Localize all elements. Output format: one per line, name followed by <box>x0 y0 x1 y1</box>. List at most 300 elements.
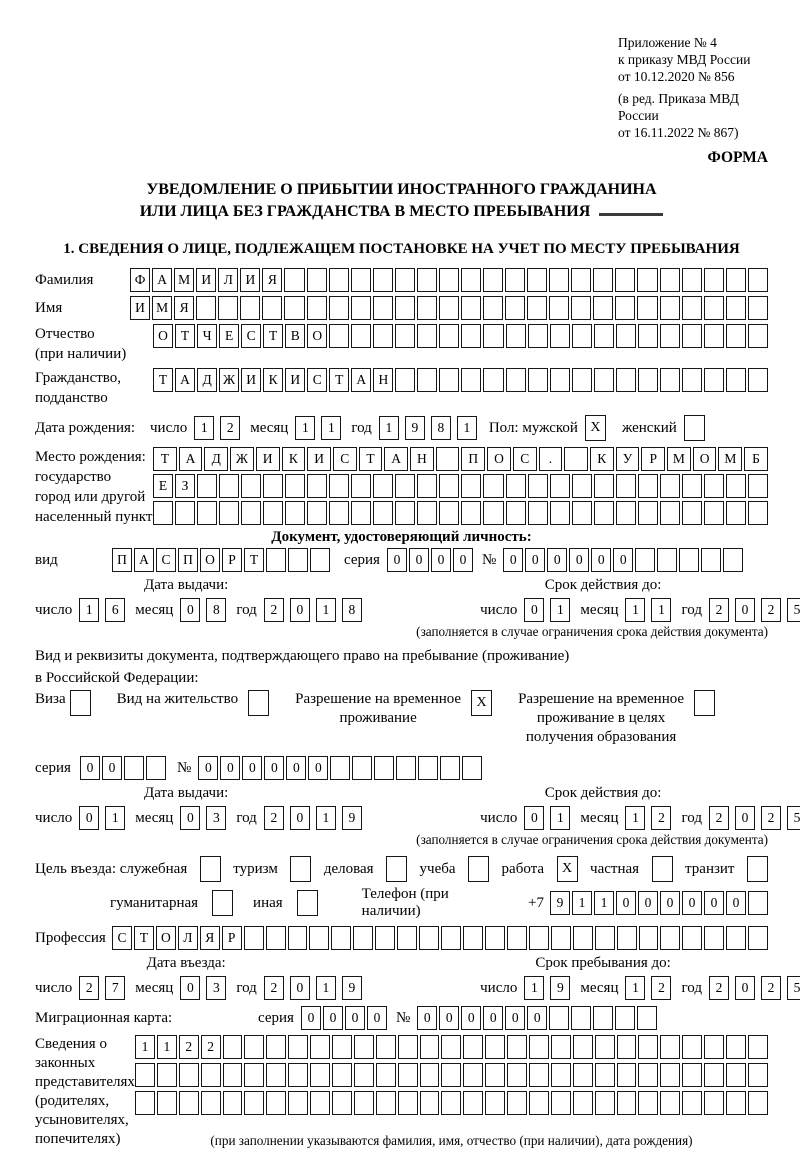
char-cell <box>506 474 526 498</box>
private-label: частная <box>590 860 640 877</box>
day-label: число <box>480 809 518 826</box>
char-cell <box>396 756 416 780</box>
char-cell: 6 <box>105 598 125 622</box>
char-cell: 0 <box>286 756 306 780</box>
char-cell <box>748 324 768 348</box>
char-cell: С <box>241 324 261 348</box>
char-cell <box>461 368 481 392</box>
name-row <box>35 296 768 320</box>
month-label: месяц <box>135 979 174 996</box>
char-cell <box>507 1063 527 1087</box>
doc-type-row <box>35 548 768 572</box>
entry-day <box>79 976 125 1000</box>
char-cell <box>395 296 415 320</box>
permit-valid-day <box>524 806 570 830</box>
char-cell <box>682 474 702 498</box>
char-cell: О <box>153 324 173 348</box>
residence-permit-checkbox <box>248 690 269 716</box>
char-cell <box>573 1035 593 1059</box>
birth-day-boxes <box>194 416 240 440</box>
citizenship-label-line1: Гражданство, <box>35 370 122 386</box>
birth-place-label-line3: город или другой <box>35 489 146 505</box>
permit-series-label: серия <box>35 760 71 776</box>
char-cell <box>571 268 591 292</box>
char-cell <box>351 324 371 348</box>
permit-issue-fields <box>35 806 438 830</box>
char-cell <box>307 268 327 292</box>
transit-checkbox <box>747 856 768 882</box>
char-cell: 0 <box>301 1006 321 1030</box>
char-cell <box>593 268 613 292</box>
birth-date-row <box>35 415 768 441</box>
year-label: год <box>236 979 257 996</box>
migration-card-label: Миграционная карта: <box>35 1010 173 1026</box>
char-cell: 0 <box>524 598 544 622</box>
char-cell: М <box>152 296 172 320</box>
char-cell <box>196 296 216 320</box>
char-cell <box>638 368 658 392</box>
char-cell <box>573 926 593 950</box>
birth-place-block <box>35 447 768 527</box>
day-label: число <box>35 601 73 618</box>
char-cell: 2 <box>264 806 284 830</box>
rvp-education-label-line1: Разрешение на временное <box>518 691 685 707</box>
day-label: число <box>150 419 188 436</box>
char-cell: О <box>307 324 327 348</box>
char-cell <box>219 501 239 525</box>
char-cell: Ж <box>219 368 239 392</box>
char-cell <box>395 368 415 392</box>
doc-type-boxes <box>112 548 330 572</box>
char-cell <box>726 1091 746 1115</box>
char-cell <box>572 501 592 525</box>
other-label: иная <box>253 894 283 911</box>
char-cell <box>395 324 415 348</box>
appendix-line-3: от 10.12.2020 № 856 <box>618 69 735 84</box>
surname-label: Фамилия <box>35 272 94 288</box>
appendix-line-1: Приложение № 4 <box>618 35 717 50</box>
char-cell: С <box>333 447 357 471</box>
char-cell: И <box>240 268 260 292</box>
char-cell <box>551 926 571 950</box>
char-cell <box>529 926 549 950</box>
business-label: деловая <box>323 860 374 877</box>
char-cell <box>594 501 614 525</box>
char-cell <box>310 548 330 572</box>
char-cell <box>682 368 702 392</box>
char-cell <box>551 1063 571 1087</box>
rvp-education-label <box>518 690 684 747</box>
char-cell <box>748 296 768 320</box>
char-cell <box>660 474 680 498</box>
char-cell <box>617 1091 637 1115</box>
char-cell <box>573 1063 593 1087</box>
citizenship-boxes <box>153 368 768 392</box>
char-cell <box>564 447 588 471</box>
char-cell <box>439 368 459 392</box>
char-cell: 2 <box>179 1035 199 1059</box>
doc-number-label: № <box>481 551 497 568</box>
char-cell <box>201 1063 221 1087</box>
male-checkbox: X <box>585 415 606 441</box>
char-cell: 0 <box>613 548 633 572</box>
char-cell <box>704 324 724 348</box>
char-cell: 2 <box>651 806 671 830</box>
char-cell <box>441 1063 461 1087</box>
char-cell <box>395 268 415 292</box>
char-cell: Ч <box>197 324 217 348</box>
char-cell <box>218 296 238 320</box>
char-cell <box>266 926 286 950</box>
day-label: число <box>480 601 518 618</box>
char-cell: 0 <box>527 1006 547 1030</box>
char-cell: 2 <box>709 806 729 830</box>
month-label: месяц <box>135 809 174 826</box>
char-cell: 1 <box>524 976 544 1000</box>
char-cell <box>440 756 460 780</box>
char-cell: И <box>307 447 331 471</box>
char-cell: 0 <box>638 891 658 915</box>
char-cell <box>638 324 658 348</box>
char-cell: 0 <box>290 806 310 830</box>
gender-female-label: женский <box>621 419 677 436</box>
char-cell <box>682 268 702 292</box>
year-label: год <box>236 601 257 618</box>
char-cell <box>550 324 570 348</box>
char-cell <box>262 296 282 320</box>
char-cell <box>441 1035 461 1059</box>
representatives-label-line1: Сведения о <box>35 1036 107 1052</box>
char-cell <box>461 324 481 348</box>
char-cell: 5 <box>787 976 800 1000</box>
gender-male-label: Пол: мужской <box>488 419 578 436</box>
entry-year <box>264 976 362 1000</box>
char-cell <box>616 324 636 348</box>
entry-date-fields <box>35 976 438 1000</box>
char-cell <box>704 926 724 950</box>
char-cell: 0 <box>180 598 200 622</box>
char-cell <box>418 756 438 780</box>
char-cell: О <box>156 926 176 950</box>
char-cell <box>483 474 503 498</box>
char-cell <box>595 1035 615 1059</box>
char-cell <box>244 1035 264 1059</box>
char-cell <box>615 268 635 292</box>
visa-checkbox <box>70 690 91 716</box>
char-cell <box>463 1035 483 1059</box>
char-cell: Р <box>222 548 242 572</box>
char-cell: М <box>667 447 691 471</box>
title-line1: УВЕДОМЛЕНИЕ О ПРИБЫТИИ ИНОСТРАННОГО ГРАЖДАНИНА <box>146 181 657 198</box>
char-cell: К <box>263 368 283 392</box>
doc-type-label: вид <box>35 552 58 568</box>
passport-valid-day <box>524 598 570 622</box>
char-cell: Л <box>218 268 238 292</box>
char-cell <box>441 1091 461 1115</box>
permit-valid-fields <box>438 806 800 830</box>
rvp-checkbox: X <box>471 690 492 716</box>
char-cell <box>263 501 283 525</box>
char-cell <box>417 296 437 320</box>
char-cell: 0 <box>569 548 589 572</box>
char-cell <box>439 474 459 498</box>
char-cell <box>417 474 437 498</box>
permit-dates-fields <box>35 803 800 830</box>
char-cell <box>263 474 283 498</box>
char-cell <box>351 268 371 292</box>
year-label: год <box>236 809 257 826</box>
month-label: месяц <box>580 809 619 826</box>
birth-place-grids <box>153 447 768 525</box>
purpose-row <box>35 856 768 882</box>
char-cell <box>660 296 680 320</box>
char-cell <box>485 926 505 950</box>
passport-issue-fields <box>35 598 438 622</box>
char-cell: 3 <box>206 806 226 830</box>
char-cell <box>617 1063 637 1087</box>
char-cell: 1 <box>105 806 125 830</box>
passport-dates-block <box>35 576 800 640</box>
birth-place-boxes-3 <box>153 501 768 525</box>
char-cell <box>528 324 548 348</box>
char-cell <box>197 474 217 498</box>
char-cell <box>660 324 680 348</box>
char-cell <box>704 1063 724 1087</box>
migration-card-row <box>35 1006 768 1030</box>
stay-until-fields <box>438 976 800 1000</box>
birth-year-boxes <box>379 416 477 440</box>
char-cell <box>288 548 308 572</box>
char-cell <box>529 1063 549 1087</box>
char-cell <box>638 501 658 525</box>
char-cell: 0 <box>483 1006 503 1030</box>
char-cell <box>376 1091 396 1115</box>
char-cell <box>594 368 614 392</box>
char-cell <box>748 926 768 950</box>
char-cell <box>307 296 327 320</box>
char-cell: 1 <box>572 891 592 915</box>
char-cell <box>726 1063 746 1087</box>
char-cell <box>506 368 526 392</box>
char-cell <box>420 1035 440 1059</box>
patronymic-label <box>35 324 153 364</box>
char-cell <box>704 1091 724 1115</box>
char-cell <box>505 268 525 292</box>
char-cell <box>638 1091 658 1115</box>
migration-series-boxes <box>301 1006 387 1030</box>
char-cell: К <box>282 447 306 471</box>
char-cell: 2 <box>761 598 781 622</box>
char-cell <box>726 1035 746 1059</box>
char-cell <box>571 1006 591 1030</box>
char-cell <box>506 501 526 525</box>
char-cell: 0 <box>735 976 755 1000</box>
char-cell <box>701 548 721 572</box>
char-cell: Т <box>244 548 264 572</box>
char-cell <box>748 474 768 498</box>
char-cell: 9 <box>550 976 570 1000</box>
birth-month-boxes <box>295 416 341 440</box>
char-cell: 9 <box>342 806 362 830</box>
char-cell <box>571 296 591 320</box>
passport-issue-day <box>79 598 125 622</box>
char-cell: 1 <box>316 806 336 830</box>
birth-place-label-line1: Место рождения: <box>35 449 146 465</box>
char-cell: 0 <box>102 756 122 780</box>
char-cell <box>483 324 503 348</box>
char-cell: Я <box>200 926 220 950</box>
char-cell <box>638 1035 658 1059</box>
char-cell <box>332 1091 352 1115</box>
char-cell: И <box>130 296 150 320</box>
passport-valid-note: (заполняется в случае ограничения срока действия документа) <box>416 624 768 639</box>
char-cell <box>284 268 304 292</box>
char-cell <box>376 1035 396 1059</box>
phone-boxes <box>550 891 768 915</box>
char-cell: 0 <box>80 756 100 780</box>
char-cell <box>146 756 166 780</box>
char-cell <box>682 501 702 525</box>
char-cell: 0 <box>323 1006 343 1030</box>
char-cell <box>682 1035 702 1059</box>
char-cell <box>638 1063 658 1087</box>
char-cell <box>417 268 437 292</box>
char-cell <box>682 324 702 348</box>
char-cell <box>332 1035 352 1059</box>
char-cell: 2 <box>220 416 240 440</box>
char-cell: Н <box>373 368 393 392</box>
visa-label: Виза <box>35 691 66 707</box>
char-cell <box>439 296 459 320</box>
char-cell: 0 <box>735 806 755 830</box>
surname-row <box>35 268 768 292</box>
char-cell <box>179 1063 199 1087</box>
char-cell <box>462 756 482 780</box>
char-cell: 1 <box>625 806 645 830</box>
month-label: месяц <box>250 419 289 436</box>
char-cell <box>748 268 768 292</box>
char-cell <box>549 1006 569 1030</box>
title-underline <box>599 201 663 216</box>
char-cell <box>439 268 459 292</box>
char-cell <box>485 1091 505 1115</box>
passport-valid-year <box>709 598 800 622</box>
char-cell: С <box>513 447 537 471</box>
char-cell <box>461 296 481 320</box>
char-cell: Т <box>263 324 283 348</box>
entry-dates-titles <box>35 954 768 973</box>
section-1-heading: 1. СВЕДЕНИЯ О ЛИЦЕ, ПОДЛЕЖАЩЕМ ПОСТАНОВКЕ НА УЧЕТ ПО МЕСТУ ПРЕБЫВАНИЯ <box>63 241 740 257</box>
char-cell <box>660 1035 680 1059</box>
doc-series-boxes <box>387 548 473 572</box>
permit-type-row <box>35 690 768 747</box>
char-cell <box>528 501 548 525</box>
char-cell <box>637 268 657 292</box>
char-cell: 0 <box>461 1006 481 1030</box>
char-cell: 1 <box>157 1035 177 1059</box>
char-cell <box>373 268 393 292</box>
citizenship-row <box>35 368 768 408</box>
char-cell <box>660 501 680 525</box>
char-cell <box>637 296 657 320</box>
migration-number-label: № <box>395 1009 411 1026</box>
tourism-label: туризм <box>233 860 278 877</box>
business-checkbox <box>386 856 407 882</box>
char-cell <box>398 1091 418 1115</box>
char-cell <box>330 756 350 780</box>
char-cell: 2 <box>709 976 729 1000</box>
char-cell <box>617 1035 637 1059</box>
permit-dates-titles <box>35 784 768 803</box>
stay-month <box>625 976 671 1000</box>
char-cell: 0 <box>220 756 240 780</box>
char-cell <box>660 368 680 392</box>
char-cell: 0 <box>367 1006 387 1030</box>
stay-day <box>524 976 570 1000</box>
appendix-block <box>618 34 768 141</box>
char-cell <box>615 1006 635 1030</box>
char-cell: 0 <box>409 548 429 572</box>
char-cell: 0 <box>726 891 746 915</box>
char-cell <box>682 296 702 320</box>
tourism-checkbox <box>290 856 311 882</box>
profession-boxes <box>112 926 768 950</box>
char-cell <box>197 501 217 525</box>
char-cell <box>157 1063 177 1087</box>
char-cell <box>153 501 173 525</box>
char-cell: 1 <box>594 891 614 915</box>
char-cell: 1 <box>295 416 315 440</box>
year-label: год <box>681 979 702 996</box>
doc-number-boxes <box>503 548 743 572</box>
char-cell <box>507 1091 527 1115</box>
char-cell: 1 <box>457 416 477 440</box>
char-cell <box>682 1091 702 1115</box>
char-cell <box>527 268 547 292</box>
rvp-label-line1: Разрешение на временное <box>295 691 462 707</box>
char-cell <box>288 926 308 950</box>
day-label: число <box>480 979 518 996</box>
permit-issue-year <box>264 806 362 830</box>
char-cell: О <box>200 548 220 572</box>
char-cell <box>223 1063 243 1087</box>
char-cell: Т <box>175 324 195 348</box>
char-cell <box>417 324 437 348</box>
permit-doc-line2: в Российской Федерации: <box>35 670 199 686</box>
char-cell: 2 <box>761 806 781 830</box>
year-label: год <box>681 601 702 618</box>
char-cell: 1 <box>79 598 99 622</box>
char-cell: Е <box>153 474 173 498</box>
char-cell <box>748 501 768 525</box>
char-cell: Д <box>204 447 228 471</box>
entry-dates-block <box>35 954 800 1000</box>
char-cell <box>463 1063 483 1087</box>
char-cell: С <box>307 368 327 392</box>
char-cell: 0 <box>242 756 262 780</box>
char-cell: П <box>178 548 198 572</box>
char-cell <box>420 1063 440 1087</box>
name-label: Имя <box>35 300 63 316</box>
char-cell: 2 <box>761 976 781 1000</box>
char-cell: 0 <box>417 1006 437 1030</box>
work-label: работа <box>501 860 545 877</box>
char-cell <box>374 756 394 780</box>
char-cell <box>439 324 459 348</box>
char-cell <box>398 1035 418 1059</box>
char-cell <box>373 324 393 348</box>
char-cell <box>682 926 702 950</box>
